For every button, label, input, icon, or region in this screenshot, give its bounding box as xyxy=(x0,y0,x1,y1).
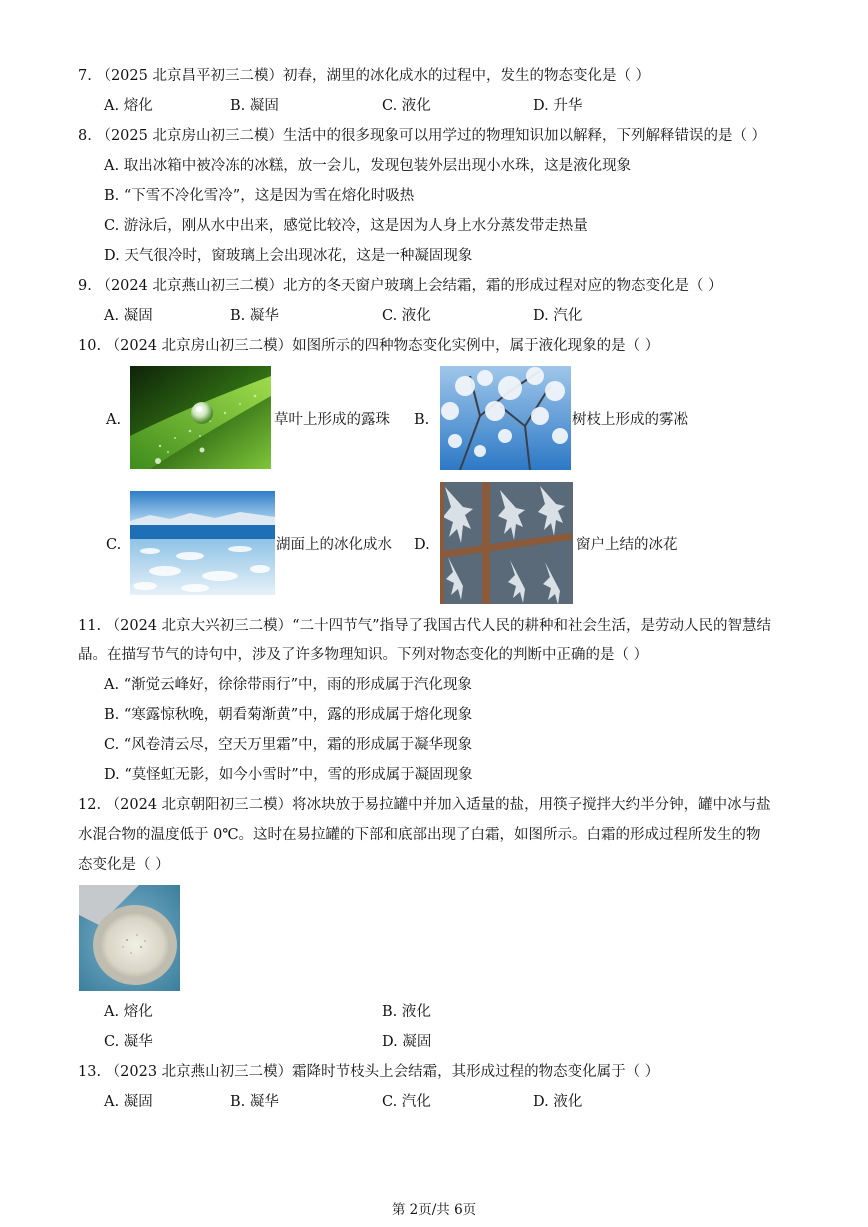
question-12-option-c: C. 凝华 xyxy=(104,1034,153,1050)
question-12-option-a: A. 熔化 xyxy=(104,1004,153,1020)
question-8-stem: 8. （2025 北京房山初三二模）生活中的很多现象可以用学过的物理知识加以解释，下列解释错误的是（ ） xyxy=(78,128,767,144)
question-13-option-d: D. 液化 xyxy=(533,1094,583,1110)
question-11-option-c: C. “风卷清云尽，空天万里霜”中，霜的形成属于凝华现象 xyxy=(104,737,473,753)
question-10-option-d-caption: 窗户上结的冰花 xyxy=(576,537,678,553)
dew-on-grass-photo xyxy=(130,366,271,469)
question-8-option-c: C. 游泳后，刚从水中出来，感觉比较冷，这是因为人身上水分蒸发带走热量 xyxy=(104,218,588,234)
question-12-stem-line-3: 态变化是（ ） xyxy=(78,857,170,873)
question-10-option-c-letter: C. xyxy=(106,537,122,553)
question-12-option-b: B. 液化 xyxy=(382,1004,431,1020)
question-11-stem-line-1: 11. （2024 北京大兴初三二模）“二十四节气”指导了我国古代人民的耕种和社会生活，是劳动人民的智慧结 xyxy=(78,618,772,634)
question-13-stem: 13. （2023 北京燕山初三二模）霜降时节枝头上会结霜，其形成过程的物态变化属于（ ） xyxy=(78,1064,660,1080)
question-8-option-d: D. 天气很冷时，窗玻璃上会出现冰花，这是一种凝固现象 xyxy=(104,248,473,264)
question-7-option-d: D. 升华 xyxy=(533,98,583,114)
question-13-option-b: B. 凝华 xyxy=(230,1094,279,1110)
question-7-option-c: C. 液化 xyxy=(382,98,431,114)
question-10-option-d-letter: D. xyxy=(414,537,430,553)
question-8-option-a: A. 取出冰箱中被冷冻的冰糕，放一会儿，发现包装外层出现小水珠，这是液化现象 xyxy=(104,158,632,174)
question-13-option-c: C. 汽化 xyxy=(382,1094,431,1110)
question-10-option-a-caption: 草叶上形成的露珠 xyxy=(274,412,390,428)
question-10-stem: 10. （2024 北京房山初三二模）如图所示的四种物态变化实例中，属于液化现象的是（ ） xyxy=(78,338,660,354)
question-10-option-b-caption: 树枝上形成的雾凇 xyxy=(572,412,688,428)
frosted-can-photo xyxy=(79,885,180,991)
question-12-stem-line-1: 12. （2024 北京朝阳初三二模）将冰块放于易拉罐中并加入适量的盐，用筷子搅拌大约半分钟，罐中冰与盐 xyxy=(78,797,771,813)
question-12-stem-line-2: 水混合物的温度低于 0℃。这时在易拉罐的下部和底部出现了白霜，如图所示。白霜的形成过程所发生的物 xyxy=(78,827,761,843)
question-13-option-a: A. 凝固 xyxy=(104,1094,153,1110)
question-9-option-b: B. 凝华 xyxy=(230,308,279,324)
page-number-footer: 第 2页/共 6页 xyxy=(391,1202,477,1218)
question-7-option-a: A. 熔化 xyxy=(104,98,153,114)
window-frost-photo xyxy=(440,482,573,604)
question-11-option-b: B. “寒露惊秋晚，朝看菊渐黄”中，露的形成属于熔化现象 xyxy=(104,707,473,723)
question-11-option-a: A. “渐觉云峰好，徐徐带雨行”中，雨的形成属于汽化现象 xyxy=(104,677,473,693)
question-7-stem: 7. （2025 北京昌平初三二模）初春，湖里的冰化成水的过程中，发生的物态变化是（ ） xyxy=(78,68,651,84)
question-9-option-d: D. 汽化 xyxy=(533,308,583,324)
question-9-option-a: A. 凝固 xyxy=(104,308,153,324)
question-11-option-d: D. “莫怪虹无影，如今小雪时”中，雪的形成属于凝固现象 xyxy=(104,767,473,783)
question-10-option-c-caption: 湖面上的冰化成水 xyxy=(276,537,392,553)
question-9-stem: 9. （2024 北京燕山初三二模）北方的冬天窗户玻璃上会结霜，霜的形成过程对应的物态变化是（ ） xyxy=(78,278,723,294)
question-11-stem-line-2: 晶。在描写节气的诗句中，涉及了许多物理知识。下列对物态变化的判断中正确的是（ ） xyxy=(78,647,649,663)
question-9-option-c: C. 液化 xyxy=(382,308,431,324)
question-10-option-b-letter: B. xyxy=(414,412,430,428)
question-12-option-d: D. 凝固 xyxy=(382,1034,432,1050)
question-10-option-a-letter: A. xyxy=(106,412,122,428)
question-7-option-b: B. 凝固 xyxy=(230,98,279,114)
rime-on-branches-photo xyxy=(440,366,571,470)
question-8-option-b: B. “下雪不冷化雪冷”，这是因为雪在熔化时吸热 xyxy=(104,188,415,204)
lake-ice-melting-photo xyxy=(130,491,275,595)
